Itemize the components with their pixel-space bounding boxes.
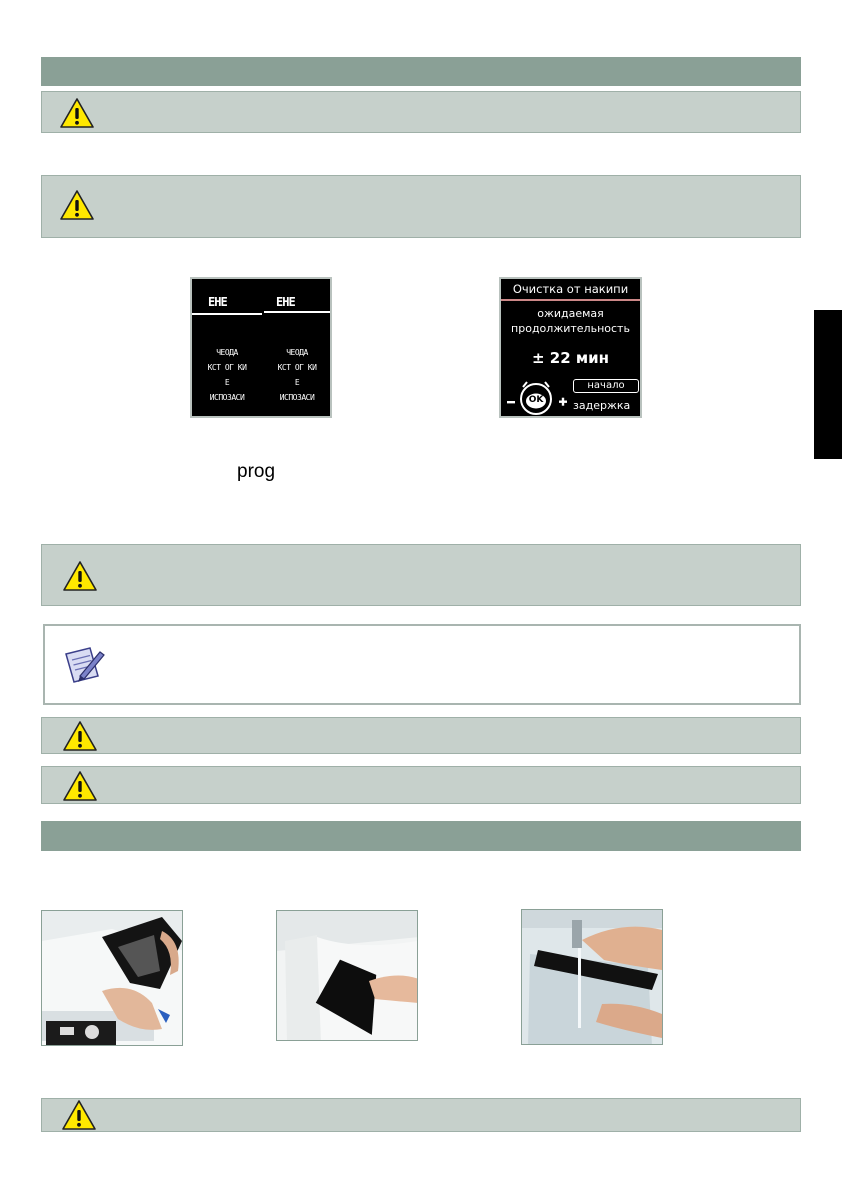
warning-icon: [59, 97, 95, 129]
warning-icon: [62, 560, 98, 592]
warning-icon: [59, 189, 95, 221]
lcd-header-underline-left: [192, 313, 262, 315]
ok-label: OK: [528, 395, 544, 405]
lcd-title: Очистка от накипи: [501, 279, 640, 301]
photo-illustration: [277, 911, 418, 1041]
note-pen-icon: [60, 642, 106, 688]
warning-box-1: [41, 91, 801, 133]
lcd-option-right: ЧЕОДА КСТ ОГ КИ Е ИСПОЗАСИ: [277, 348, 317, 402]
lcd-screen-menu: [190, 277, 332, 418]
warning-box-3: [41, 544, 801, 606]
warning-icon: [62, 720, 98, 752]
photo-removing-filter-holder: [41, 910, 183, 1046]
warning-icon: [61, 1099, 97, 1131]
warning-box-2: [41, 175, 801, 238]
lcd-option-left: ЧЕОДА КСТ ОГ КИ Е ИСПОЗАСИ: [207, 348, 247, 402]
lcd-header-right: ЕНЕ: [276, 295, 295, 309]
start-button[interactable]: начало: [573, 379, 639, 393]
side-tab-marker: [814, 310, 842, 459]
lcd-screen-descaling: [499, 277, 642, 418]
lcd-header-left: ЕНЕ: [208, 295, 227, 309]
warning-box-6: [41, 1098, 801, 1132]
section-header-bar-bottom: [41, 821, 801, 851]
photo-inserting-filter: [276, 910, 418, 1041]
photo-illustration: [522, 910, 663, 1045]
warning-icon: [62, 770, 98, 802]
photo-rinsing-tank: [521, 909, 663, 1045]
note-box: [43, 624, 801, 705]
warning-box-4: [41, 717, 801, 754]
section-header-bar-top: [41, 57, 801, 86]
lcd-line-duration-label: продолжительность: [511, 322, 630, 335]
photo-illustration: [42, 911, 183, 1046]
delay-label[interactable]: задержка: [573, 399, 631, 412]
lcd-line-expected: ожидаемая: [537, 307, 604, 320]
program-label: prog: [237, 461, 276, 482]
lcd-duration-value: ± 22 мин: [531, 349, 610, 367]
lcd-header-underline-right: [264, 311, 332, 313]
warning-box-5: [41, 766, 801, 804]
